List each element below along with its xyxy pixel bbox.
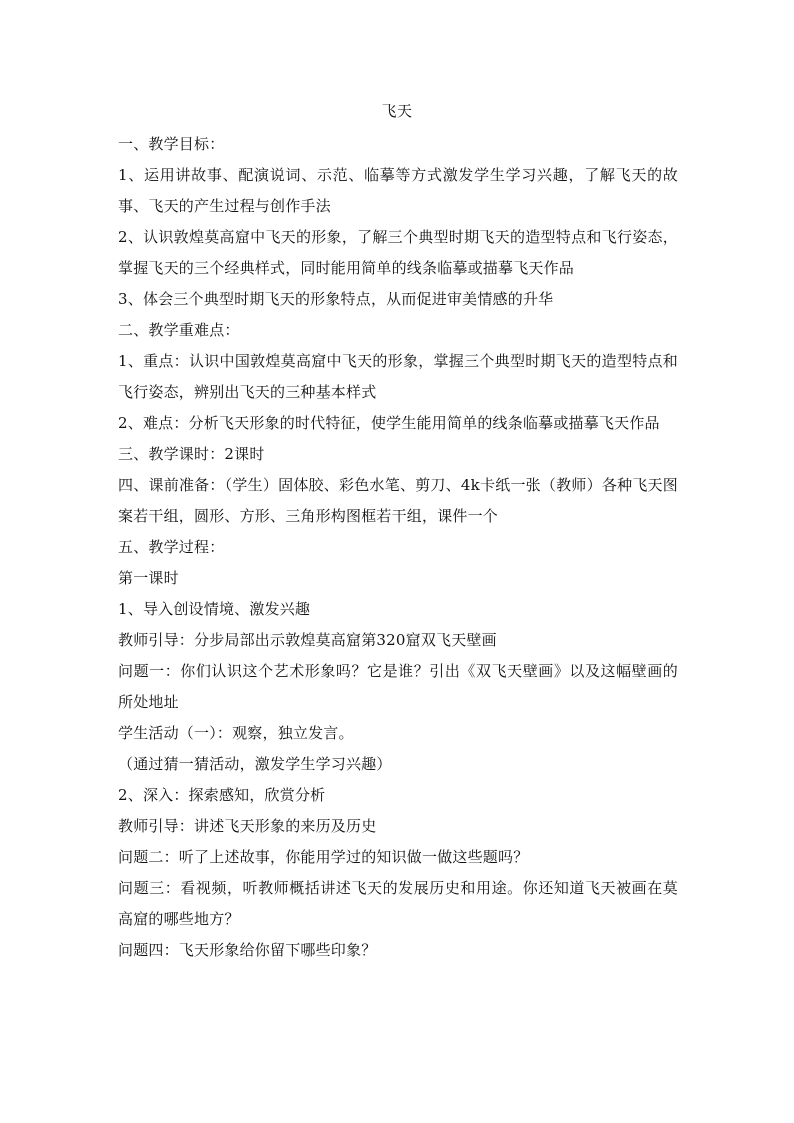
question-2: 问题二：听了上述故事，你能用学过的知识做一做这些题吗？ — [118, 848, 529, 866]
question-4: 问题四：飞天形象给你留下哪些印象？ — [118, 941, 377, 959]
step-1: 1、导入创设情境、激发兴趣 — [118, 600, 311, 618]
student-activity-1: 学生活动（一）：观察，独立发言。 — [118, 724, 354, 742]
teacher-guide-2: 教师引导：讲述飞天形象的来历及历史 — [118, 817, 377, 835]
step-2: 2、深入：探索感知，欣赏分析 — [118, 786, 326, 804]
question-1: 问题一：你们认识这个艺术形象吗？它是谁？引出《双飞天壁画》以及这幅壁画的所处地址 — [118, 662, 678, 711]
goal-item-2: 2、认识敦煌莫高窟中飞天的形象，了解三个典型时期飞天的造型特点和飞行姿态，掌握飞天的三个经典样式，同时能用简单的线条临摹或描摹飞天作品 — [118, 228, 678, 277]
teacher-guide-1: 教师引导：分步局部出示敦煌莫高窟第320窟双飞天壁画 — [118, 631, 497, 649]
heading-teaching-goals: 一、教学目标： — [118, 135, 225, 153]
key-point-2: 2、难点：分析飞天形象的时代特征，使学生能用简单的线条临摹或描摹飞天作品 — [118, 414, 660, 432]
heading-process: 五、教学过程： — [118, 538, 225, 556]
preparation: 四、课前准备：（学生）固体胶、彩色水笔、剪刀、4k卡纸一张（教师）各种飞天图案若干组，圆形、方形、三角形构图框若干组，课件一个 — [118, 476, 678, 525]
class-hours: 三、教学课时：2课时 — [118, 445, 265, 463]
goal-item-1: 1、运用讲故事、配演说词、示范、临摹等方式激发学生学习兴趣，了解飞天的故事、飞天的产生过程与创作手法 — [118, 166, 678, 215]
document-title: 飞天 — [381, 102, 413, 120]
lesson-one: 第一课时 — [118, 569, 179, 587]
activity-note: （通过猜一猜活动，激发学生学习兴趣） — [118, 755, 392, 773]
heading-key-points: 二、教学重难点： — [118, 321, 240, 339]
question-3: 问题三：看视频，听教师概括讲述飞天的发展历史和用途。你还知道飞天被画在莫高窟的哪些地方？ — [118, 879, 678, 928]
goal-item-3: 3、体会三个典型时期飞天的形象特点，从而促进审美情感的升华 — [118, 290, 554, 308]
document-body — [118, 129, 678, 966]
key-point-1: 1、重点：认识中国敦煌莫高窟中飞天的形象，掌握三个典型时期飞天的造型特点和飞行姿态，辨别出飞天的三种基本样式 — [118, 352, 678, 401]
